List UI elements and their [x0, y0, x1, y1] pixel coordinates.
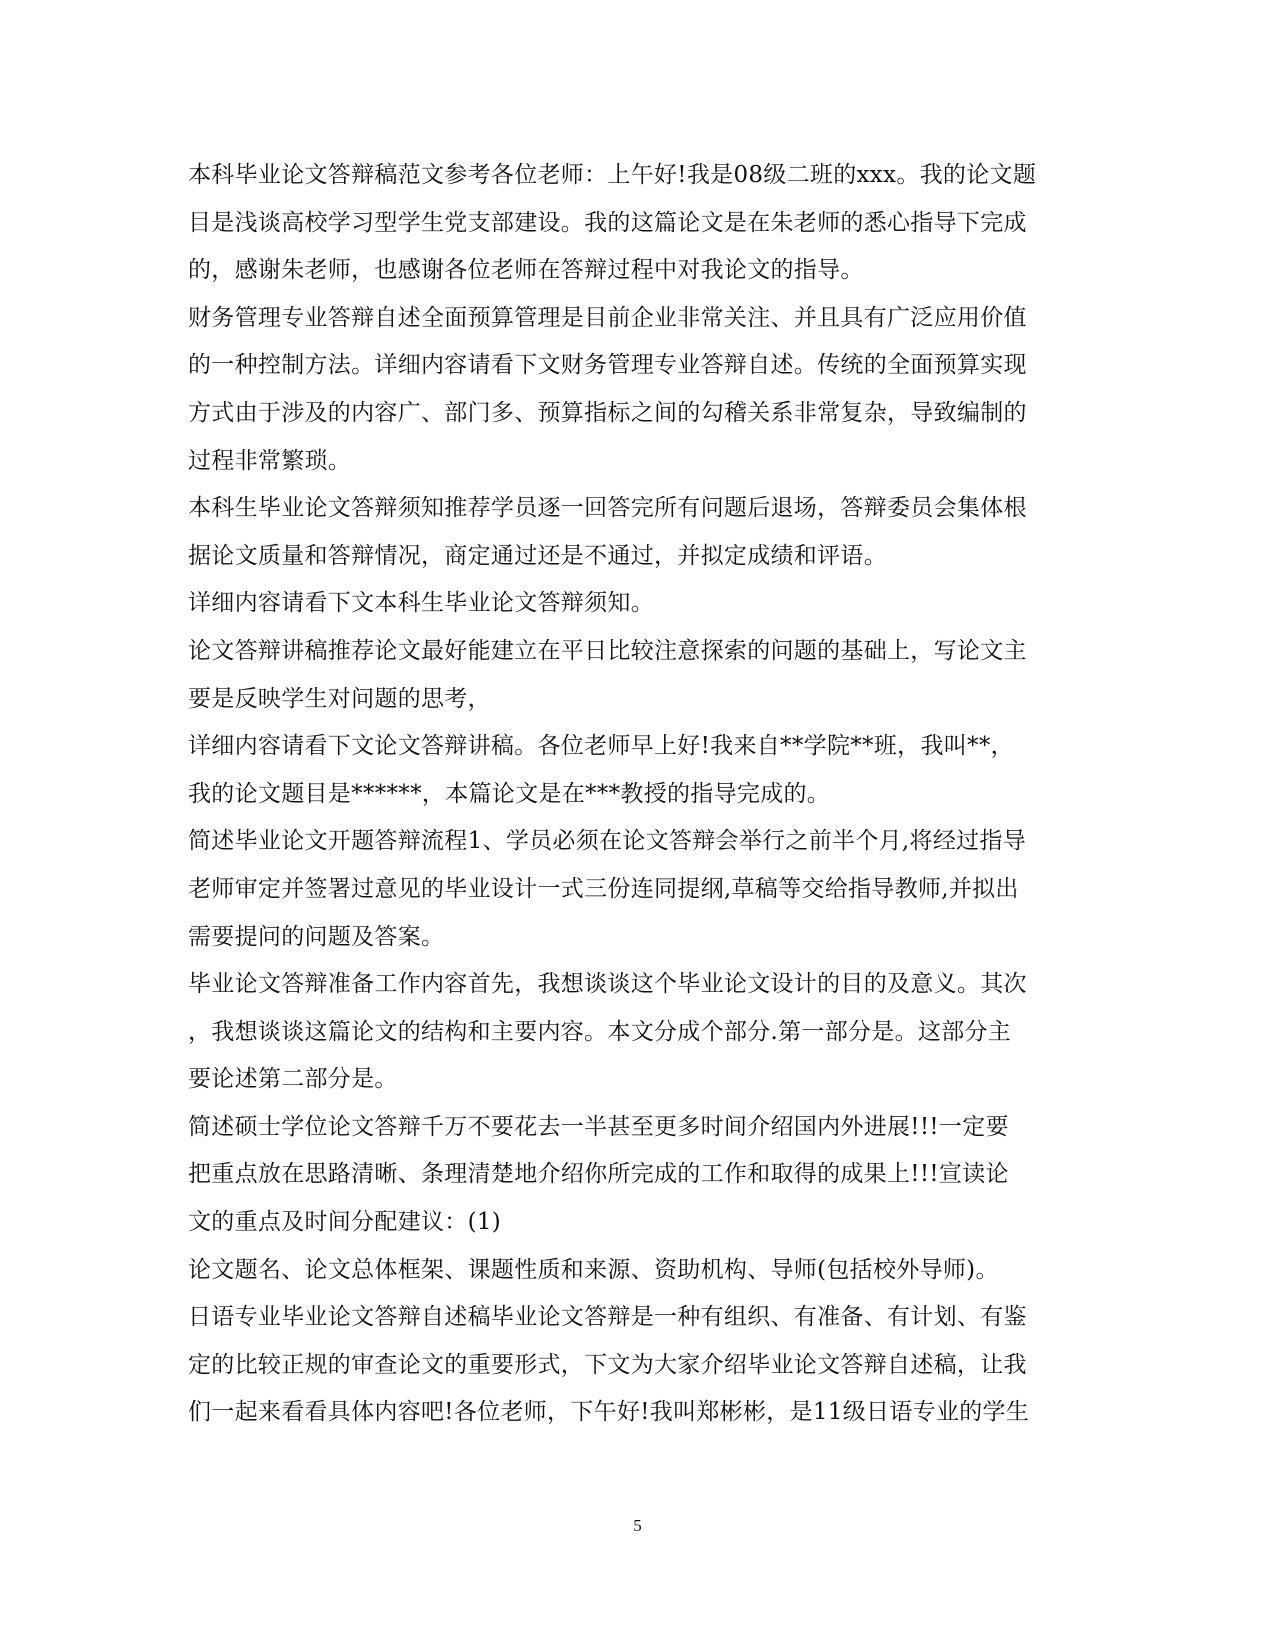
text-line: 方式由于涉及的内容广、部门多、预算指标之间的勾稽关系非常复杂，导致编制的	[188, 399, 1027, 426]
text-line: 的，感谢朱老师，也感谢各位老师在答辩过程中对我论文的指导。	[188, 257, 864, 284]
text-line: 要是反映学生对问题的思考，	[188, 685, 491, 712]
text-line: 我的论文题目是******，本篇论文是在***教授的指导完成的。	[188, 780, 831, 807]
text-line: 要论述第二部分是。	[188, 1066, 398, 1093]
text-line: 过程非常繁琐。	[188, 447, 352, 474]
text-line: 目是浅谈高校学习型学生党支部建设。我的这篇论文是在朱老师的悉心指导下完成	[188, 209, 1027, 236]
text-line: 详细内容请看下文本科生毕业论文答辩须知。	[188, 590, 654, 617]
page-number: 5	[633, 1516, 642, 1535]
text-line: 简述硕士学位论文答辩千万不要花去一半甚至更多时间介绍国内外进展!!!一定要	[188, 1113, 1009, 1140]
text-line: 文的重点及时间分配建议：(1)	[188, 1209, 502, 1236]
text-line: 据论文质量和答辩情况，商定通过还是不通过，并拟定成绩和评语。	[188, 542, 887, 569]
text-line: 本科生毕业论文答辩须知推荐学员逐一回答完所有问题后退场，答辩委员会集体根	[188, 495, 1027, 522]
text-line: 的一种控制方法。详细内容请看下文财务管理专业答辩自述。传统的全面预算实现	[188, 352, 1027, 379]
text-line: 需要提问的问题及答案。	[188, 923, 445, 950]
text-line: 论文答辩讲稿推荐论文最好能建立在平日比较注意探索的问题的基础上，写论文主	[188, 637, 1027, 664]
text-line: 把重点放在思路清晰、条理清楚地介绍你所完成的工作和取得的成果上!!!宣读论	[188, 1161, 1009, 1188]
text-line: 简述毕业论文开题答辩流程1、学员必须在论文答辩会举行之前半个月,将经过指导	[188, 828, 1027, 855]
text-line: 日语专业毕业论文答辩自述稿毕业论文答辩是一种有组织、有准备、有计划、有鉴	[188, 1304, 1027, 1331]
text-line: 老师审定并签署过意见的毕业设计一式三份连同提纲,草稿等交给指导教师,并拟出	[188, 875, 1019, 902]
text-line: 们一起来看看具体内容吧!各位老师，下午好!我叫郑彬彬，是11级日语专业的学生	[188, 1399, 1030, 1426]
text-line: 财务管理专业答辩自述全面预算管理是目前企业非常关注、并且具有广泛应用价值	[188, 304, 1027, 331]
text-line: ，我想谈谈这篇论文的结构和主要内容。本文分成个部分.第一部分是。这部分主	[188, 1018, 1012, 1045]
text-line: 详细内容请看下文论文答辩讲稿。各位老师早上好!我来自**学院**班，我叫**，	[188, 733, 1014, 760]
text-line: 本科毕业论文答辩稿范文参考各位老师：上午好!我是08级二班的xxx。我的论文题	[188, 162, 1037, 188]
text-line: 毕业论文答辩准备工作内容首先，我想谈谈这个毕业论文设计的目的及意义。其次	[188, 971, 1027, 998]
text-line: 论文题名、论文总体框架、课题性质和来源、资助机构、导师(包括校外导师)。	[188, 1256, 999, 1283]
document-body	[188, 152, 1088, 1437]
text-line: 定的比较正规的审查论文的重要形式，下文为大家介绍毕业论文答辩自述稿，让我	[188, 1351, 1027, 1378]
